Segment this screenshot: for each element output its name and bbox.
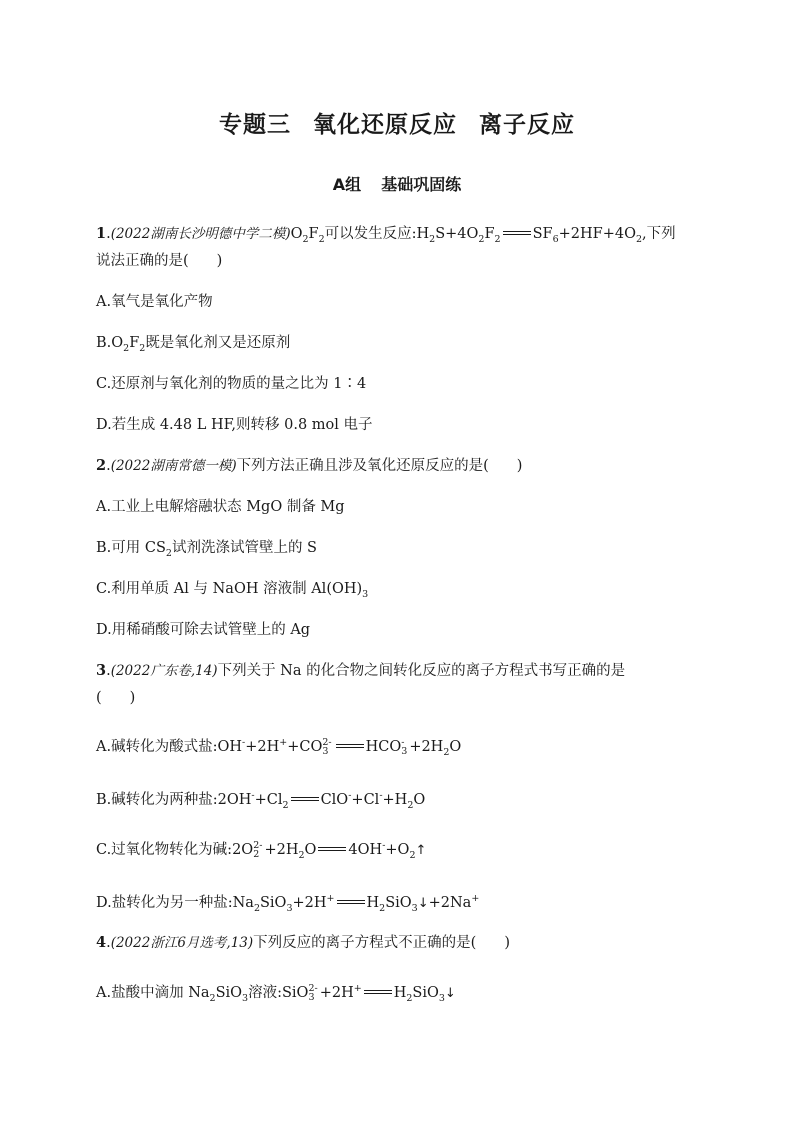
gas-up-arrow-icon: ↑ — [415, 843, 427, 858]
q2-option-d: D.用稀硝酸可除去试管壁上的 Ag — [96, 622, 311, 638]
q1-option-c: C.还原剂与氧化剂的物质的量之比为 1∶4 — [96, 376, 367, 392]
precipitate-down-arrow-icon: ↓ — [444, 986, 456, 1001]
equals-sign — [334, 742, 366, 752]
section-subtitle: A组 基础巩固练 — [332, 175, 462, 194]
q4-stem: 4.(2022浙江6月选考,13)下列反应的离子方程式不正确的是( ) — [96, 934, 510, 951]
equals-sign — [335, 898, 367, 908]
q1-stem-line2: 说法正确的是( ) — [96, 253, 223, 269]
q4-option-a: A.盐酸中滴加 $Na_2SiO_3$溶液:SiO 2- 3 +2H+ $H_2SiO_3↓$ — [96, 983, 456, 1004]
page-title: 专题三 氧化还原反应 离子反应 — [219, 112, 575, 138]
precipitate-down-arrow-icon: ↓ — [417, 896, 429, 911]
q2-option-c: C.利用单质 Al 与 NaOH 溶液制 $Al(OH)_3$ — [96, 581, 369, 600]
q2-option-b: B.可用 $CS_2$试剂洗涤试管壁上的 S — [96, 540, 317, 559]
q3-option-b: B.碱转化为两种盐$:2OH^-+Cl_2$ $ClO^-+Cl^-+H_2O$ — [96, 790, 426, 811]
q2-option-a: A.工业上电解熔融状态 MgO 制备 Mg — [96, 499, 345, 515]
q3-option-d: D.盐转化为另一种盐$:Na_2SiO_3+2H^+$ $H_2SiO_3↓+2Na^+$ — [96, 893, 480, 914]
q3-stem: 3.(2022广东卷,14)下列关于 Na 的化合物之间转化反应的离子方程式书写正确的是 — [96, 662, 626, 679]
q3-option-a: A.碱转化为酸式盐:OH-+2H++CO 2- 3 HCO - 3 $+2H_2O$ — [96, 737, 462, 758]
q1-option-a: A.氧气是氧化产物 — [96, 294, 213, 310]
equals-sign — [289, 795, 321, 805]
equals-sign — [316, 845, 348, 855]
q3-option-c: C.过氧化物转化为碱:2O 2- 2 $+2H_2O$ $4OH^-+O_2↑$ — [96, 840, 427, 861]
equals-sign — [362, 988, 394, 998]
equals-sign — [501, 229, 533, 239]
q1-stem: 1.(2022湖南长沙明德中学二模)$O_2F_2$可以发生反应$:H_2S+4O_2F_2$ $SF_6+2HF+4O_2$,下列 — [96, 225, 676, 245]
q1-option-b: $B.O_2F_2$既是氧化剂又是还原剂 — [96, 335, 291, 354]
q3-stem-line2: ( ) — [96, 690, 136, 706]
q1-option-d: D.若生成 4.48 L HF,则转移 0.8 mol 电子 — [96, 417, 373, 433]
q2-stem: 2.(2022湖南常德一模)下列方法正确且涉及氧化还原反应的是( ) — [96, 457, 523, 474]
